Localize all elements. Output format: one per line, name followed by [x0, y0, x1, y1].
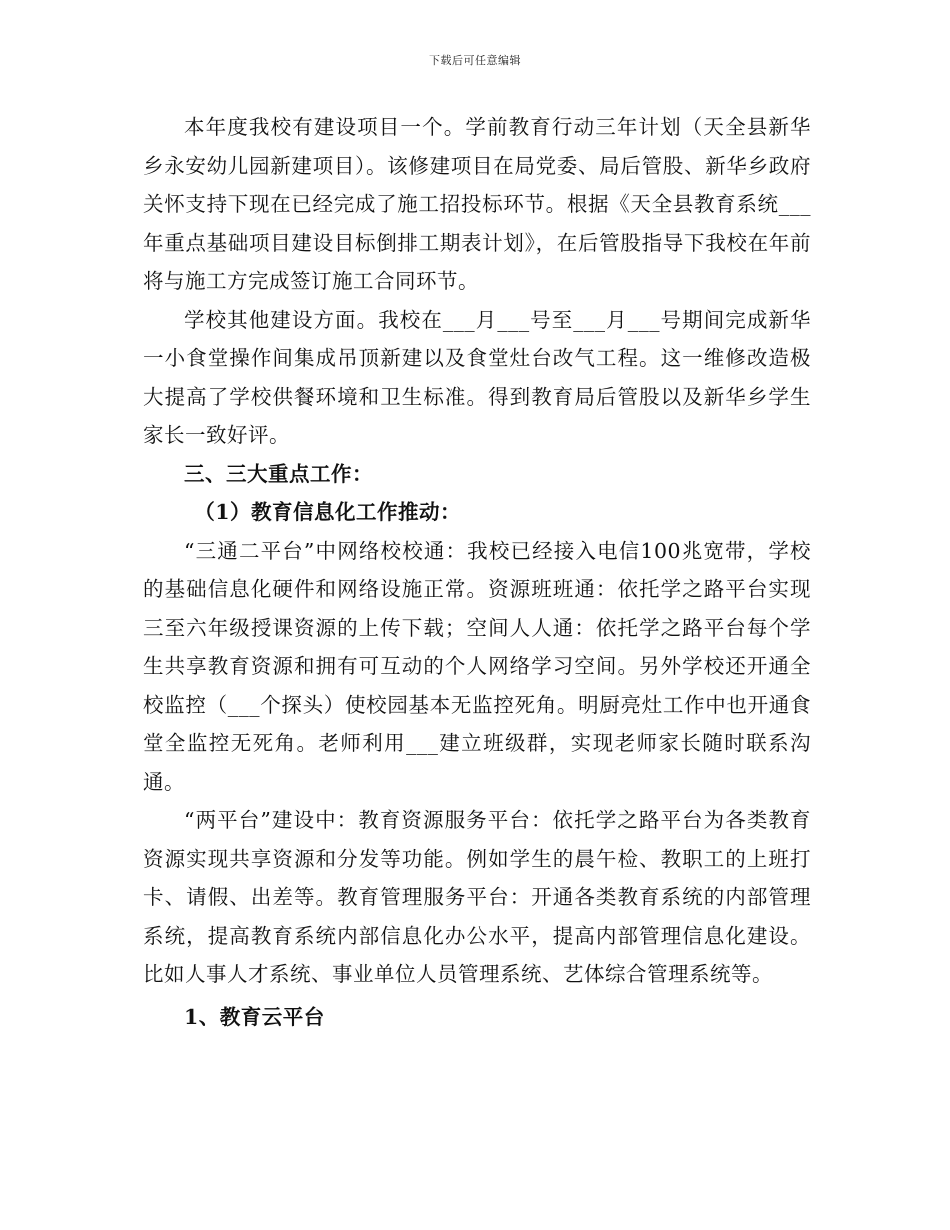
paragraph-other-construction: 学校其他建设方面。我校在___月___号至___月___号期间完成新华一小食堂操作间集成吊顶新建以及食堂灶台改气工程。这一维修改造极大提高了学校供餐环境和卫生标准。得到教育局后管股以及新华乡学生家长一致好评。: [143, 307, 811, 447]
paragraph-three-links-two-platforms: “三通二平台”中网络校校通：我校已经接入电信100兆宽带，学校的基础信息化硬件和网络设施正常。资源班班通：依托学之路平台实现三至六年级授课资源的上传下载；空间人人通：依托学之路平台每个学生共享教育资源和拥有可互动的个人网络学习空间。另外学校还开通全校监控（___个探头）使校园基本无监控死角。明厨亮灶工作中也开通食堂全监控无死角。老师利用___建立班级群，实现老师家长随时联系沟通。: [143, 538, 811, 794]
paragraph-construction-project: 本年度我校有建设项目一个。学前教育行动三年计划（天全县新华乡永安幼儿园新建项目）。该修建项目在局党委、局后管股、新华乡政府关怀支持下现在已经完成了施工招投标环节。根据《天全县教育系统___年重点基础项目建设目标倒排工期表计划》，在后管股指导下我校在年前将与施工方完成签订施工合同环节。: [143, 115, 811, 293]
document-body: [143, 108, 811, 1036]
page-header-note: 下载后可任意编辑: [429, 54, 521, 67]
heading-three-key-tasks: 三、三大重点工作：: [184, 461, 373, 486]
heading-education-cloud-platform: 1、教育云平台: [184, 1004, 325, 1029]
paragraph-two-platforms: “两平台”建设中：教育资源服务平台：依托学之路平台为各类教育资源实现共享资源和分发等功能。例如学生的晨午检、教职工的上班打卡、请假、出差等。教育管理服务平台：开通各类教育系统的内部管理系统，提高教育系统内部信息化办公水平，提高内部管理信息化建设。比如人事人才系统、事业单位人员管理系统、艺体综合管理系统等。: [143, 808, 811, 986]
heading-education-informatization: （1）教育信息化工作推动：: [194, 500, 462, 524]
